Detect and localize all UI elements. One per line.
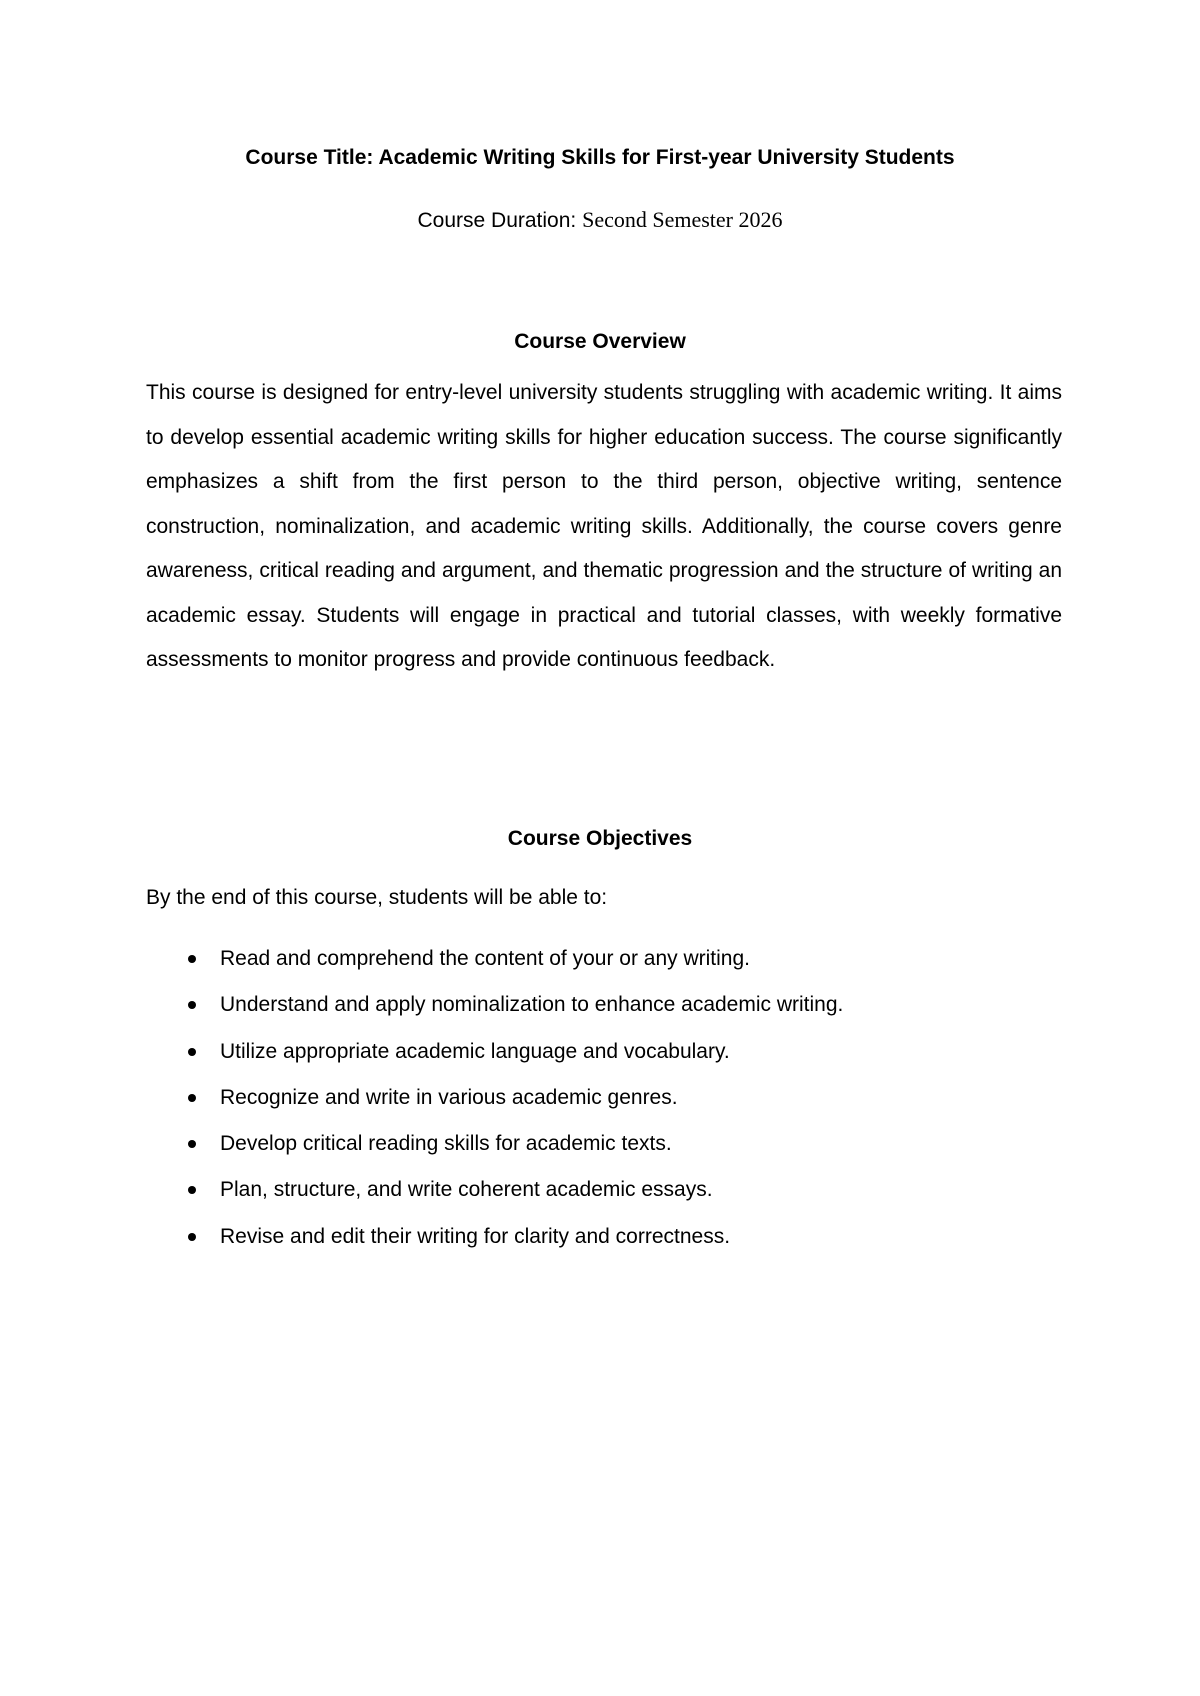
course-title: Course Title: Academic Writing Skills for First-year University Students	[245, 146, 955, 169]
objective-item	[146, 1037, 843, 1083]
bullet-icon	[188, 1048, 196, 1056]
overview-paragraph: This course is designed for entry-level university students struggling with academic writing. It aims to develop essential academic writing skills for higher education success. The course significantly emphasizes a shift from the first person to the third person, objective writing, sentence construction, nominalization, and academic writing skills. Additionally, the course covers genre awareness, critical reading and argument, and thematic progression and the structure of writing an academic essay. Students will engage in practical and tutorial classes, with weekly formative assessments to monitor progress and provide continuous feedback.	[146, 381, 1062, 671]
bullet-icon	[188, 1140, 196, 1148]
bullet-icon	[188, 1094, 196, 1102]
objective-text: Read and comprehend the content of your or any writing.	[220, 947, 750, 970]
course-duration-value: Second Semester 2026	[582, 207, 783, 232]
bullet-icon	[188, 1233, 196, 1241]
objective-item	[146, 1222, 843, 1268]
course-duration	[0, 207, 1200, 233]
objective-item	[146, 1129, 843, 1175]
objective-text: Plan, structure, and write coherent academic essays.	[220, 1178, 713, 1202]
objective-item	[146, 1175, 843, 1221]
objective-text: Understand and apply nominalization to enhance academic writing.	[220, 993, 844, 1017]
objective-text: Recognize and write in various academic genres.	[220, 1085, 678, 1109]
objective-item	[146, 1083, 843, 1129]
objective-text: Develop critical reading skills for academic texts.	[220, 1132, 672, 1156]
bullet-icon	[188, 955, 196, 963]
objective-text: Utilize appropriate academic language and vocabulary.	[220, 1039, 730, 1063]
bullet-icon	[188, 1001, 196, 1009]
objectives-intro: By the end of this course, students will be able to:	[146, 886, 608, 909]
objectives-list	[146, 944, 843, 1268]
bullet-icon	[188, 1186, 196, 1194]
overview-heading: Course Overview	[514, 330, 686, 353]
objective-text: Revise and edit their writing for clarity and correctness.	[220, 1224, 731, 1248]
course-duration-label: Course Duration:	[417, 209, 583, 232]
objectives-heading: Course Objectives	[507, 827, 693, 850]
objective-item	[146, 990, 843, 1036]
objective-item	[146, 944, 843, 990]
